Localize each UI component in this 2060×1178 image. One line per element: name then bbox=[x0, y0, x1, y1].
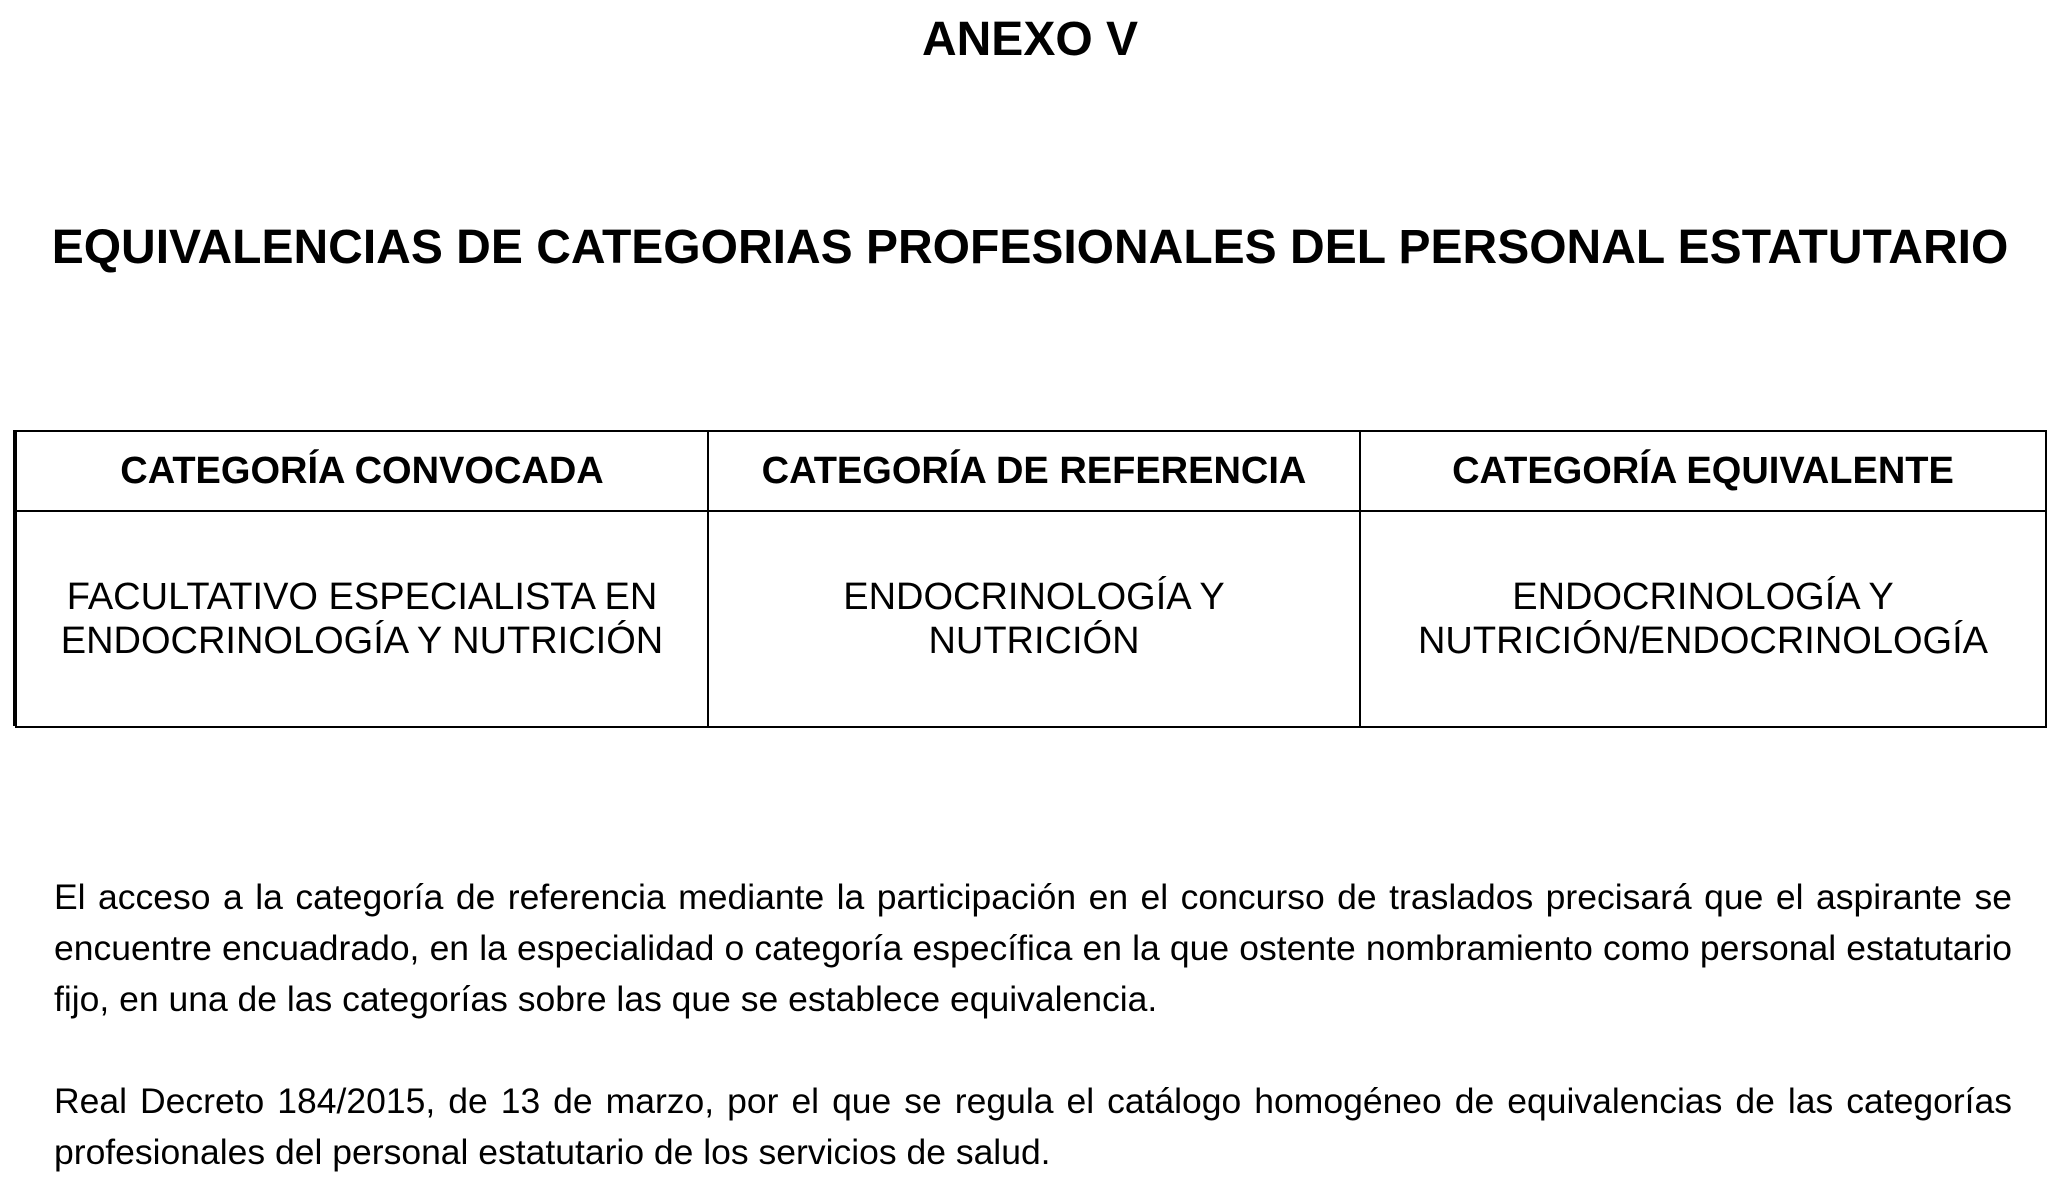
cell-line: ENDOCRINOLOGÍA Y NUTRICIÓN bbox=[60, 620, 664, 662]
cell-categoria-equivalente bbox=[1360, 511, 2046, 727]
header-categoria-equivalente: CATEGORÍA EQUIVALENTE bbox=[1360, 431, 2046, 511]
legal-reference-paragraph: Real Decreto 184/2015, de 13 de marzo, por el que se regula el catálogo homogéneo de equivalencias de las categorías profesionales del personal estatutario de los servicios de salud. bbox=[54, 1080, 2012, 1172]
cell-line: NUTRICIÓN/ENDOCRINOLOGÍA bbox=[1417, 620, 1989, 662]
table-header-row bbox=[16, 431, 2046, 511]
cell-line: ENDOCRINOLOGÍA Y bbox=[843, 576, 1225, 618]
equivalence-table bbox=[15, 430, 2047, 728]
table-row bbox=[16, 511, 2046, 727]
cell-line: ENDOCRINOLOGÍA Y bbox=[1512, 576, 1894, 618]
cell-categoria-referencia bbox=[708, 511, 1360, 727]
document-title: EQUIVALENCIAS DE CATEGORIAS PROFESIONALES DEL PERSONAL ESTATUTARIO bbox=[51, 221, 2009, 274]
access-conditions-paragraph: El acceso a la categoría de referencia mediante la participación en el concurso de traslados precisará que el aspirante se encuentre encuadrado, en la especialidad o categoría específica en la que ostente nombramiento como personal estatutario fijo, en una de las categorías sobre las que se establece equivalencia. bbox=[54, 876, 2012, 1019]
annex-title: ANEXO V bbox=[921, 13, 1139, 66]
cell-line: FACULTATIVO ESPECIALISTA EN bbox=[66, 576, 658, 618]
cell-line: NUTRICIÓN bbox=[928, 620, 1140, 662]
cell-categoria-convocada bbox=[16, 511, 708, 727]
header-categoria-referencia: CATEGORÍA DE REFERENCIA bbox=[708, 431, 1360, 511]
header-categoria-convocada: CATEGORÍA CONVOCADA bbox=[16, 431, 708, 511]
